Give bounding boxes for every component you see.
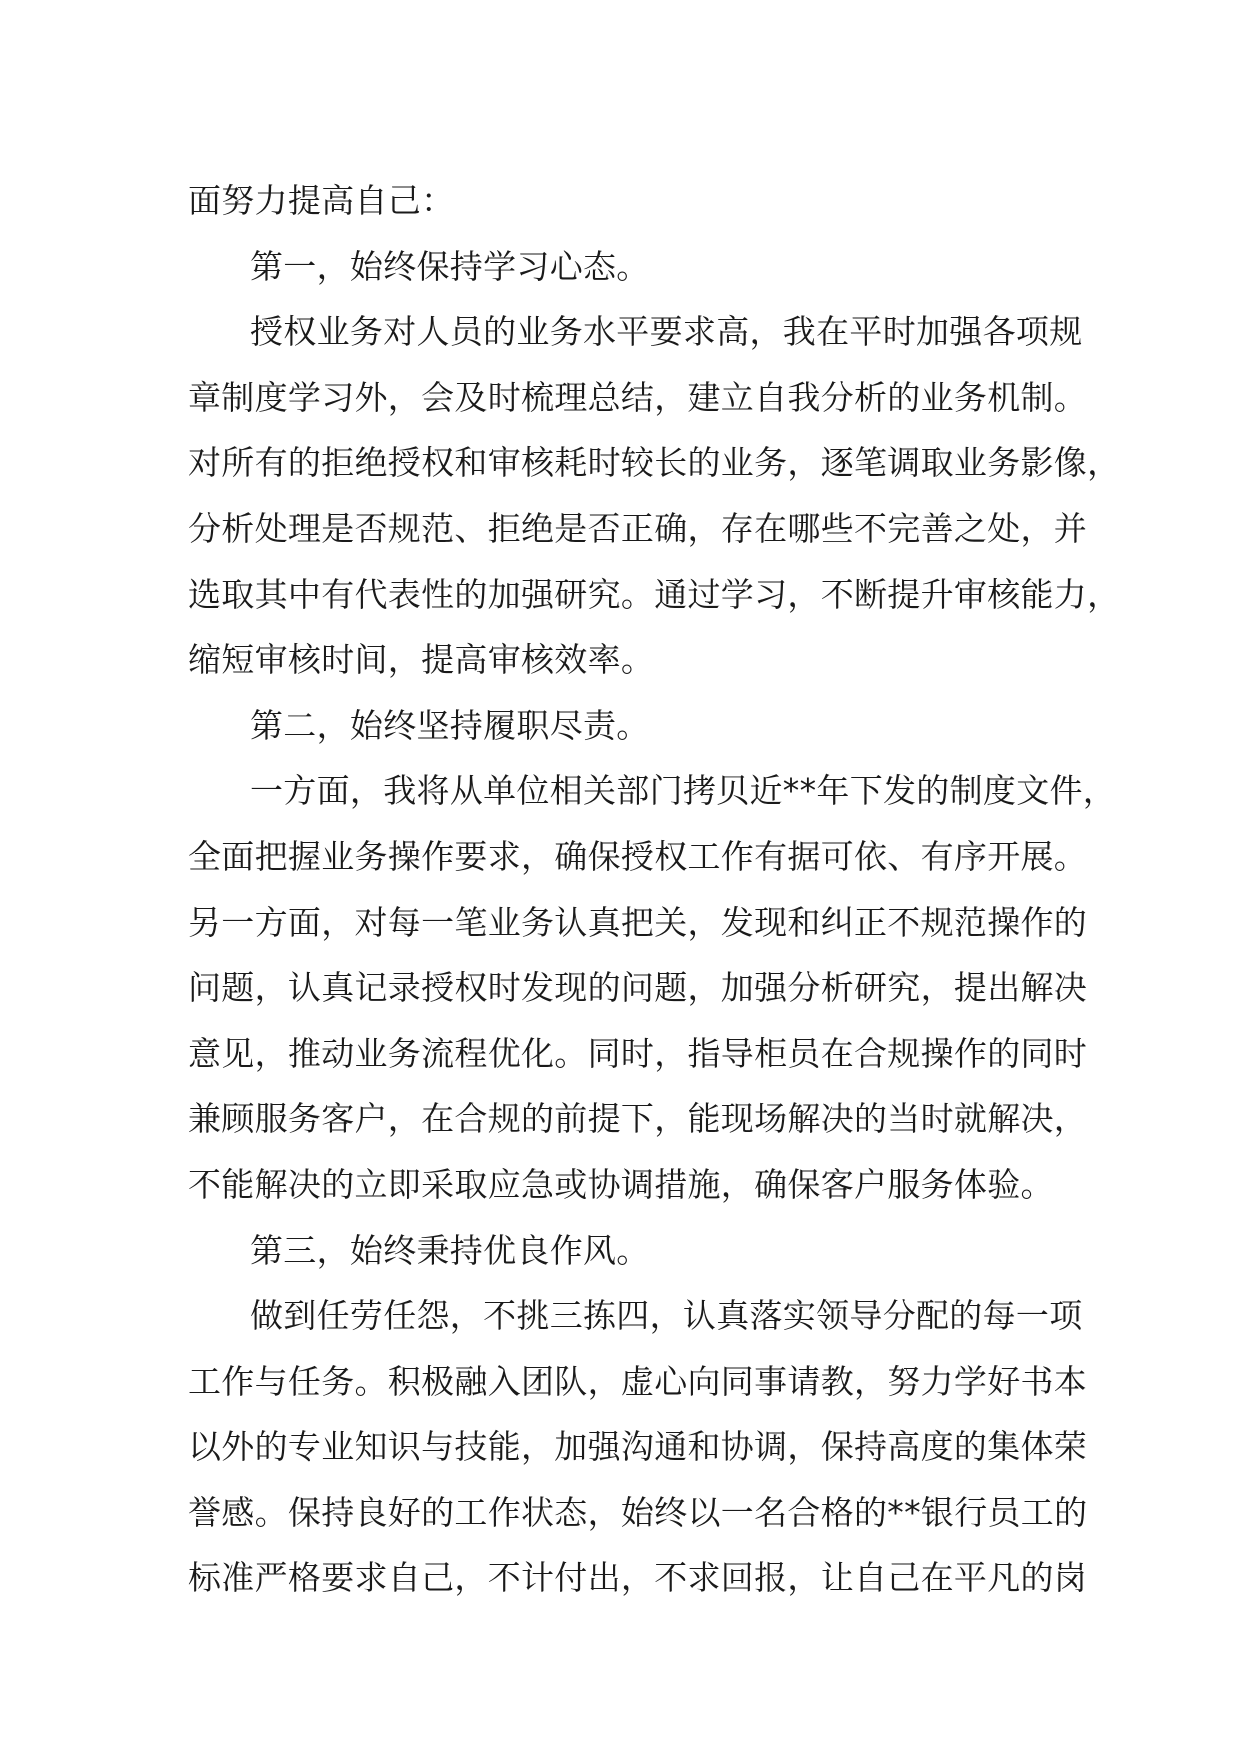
text-line: 一方面，我将从单位相关部门拷贝近**年下发的制度文件，	[250, 771, 1117, 811]
text-line: 问题，认真记录授权时发现的问题，加强分析研究，提出解决	[188, 968, 1088, 1008]
text-line: 分析处理是否规范、拒绝是否正确，存在哪些不完善之处，并	[188, 508, 1088, 548]
text-line: 对所有的拒绝授权和审核耗时较长的业务，逐笔调取业务影像，	[188, 443, 1121, 483]
text-line: 誉感。保持良好的工作状态，始终以一名合格的**银行员工的	[188, 1492, 1088, 1532]
section-heading-3: 第三，始终秉持优良作风。	[250, 1230, 650, 1270]
text-line: 面努力提高自己：	[188, 181, 455, 220]
text-line: 章制度学习外，会及时梳理总结，建立自我分析的业务机制。	[188, 377, 1088, 417]
text-line: 全面把握业务操作要求，确保授权工作有据可依、有序开展。	[188, 836, 1088, 876]
text-line: 以外的专业知识与技能，加强沟通和协调，保持高度的集体荣	[188, 1427, 1088, 1467]
section-heading-1: 第一，始终保持学习心态。	[250, 246, 650, 286]
text-line: 选取其中有代表性的加强研究。通过学习，不断提升审核能力，	[188, 574, 1121, 614]
text-line: 工作与任务。积极融入团队，虚心向同事请教，努力学好书本	[188, 1361, 1088, 1401]
text-line: 标准严格要求自己，不计付出，不求回报，让自己在平凡的岗	[188, 1558, 1088, 1598]
body-text	[188, 168, 1121, 1611]
text-line: 意见，推动业务流程优化。同时，指导柜员在合规操作的同时	[188, 1033, 1088, 1073]
text-line: 缩短审核时间，提高审核效率。	[188, 640, 655, 680]
text-line: 做到任劳任怨，不挑三拣四，认真落实领导分配的每一项	[250, 1296, 1083, 1336]
text-line: 另一方面，对每一笔业务认真把关，发现和纠正不规范操作的	[188, 902, 1088, 942]
section-heading-2: 第二，始终坚持履职尽责。	[250, 705, 650, 745]
text-line: 不能解决的立即采取应急或协调措施，确保客户服务体验。	[188, 1164, 1054, 1204]
text-line: 兼顾服务客户，在合规的前提下，能现场解决的当时就解决，	[188, 1099, 1088, 1139]
text-line: 授权业务对人员的业务水平要求高，我在平时加强各项规	[250, 312, 1083, 352]
